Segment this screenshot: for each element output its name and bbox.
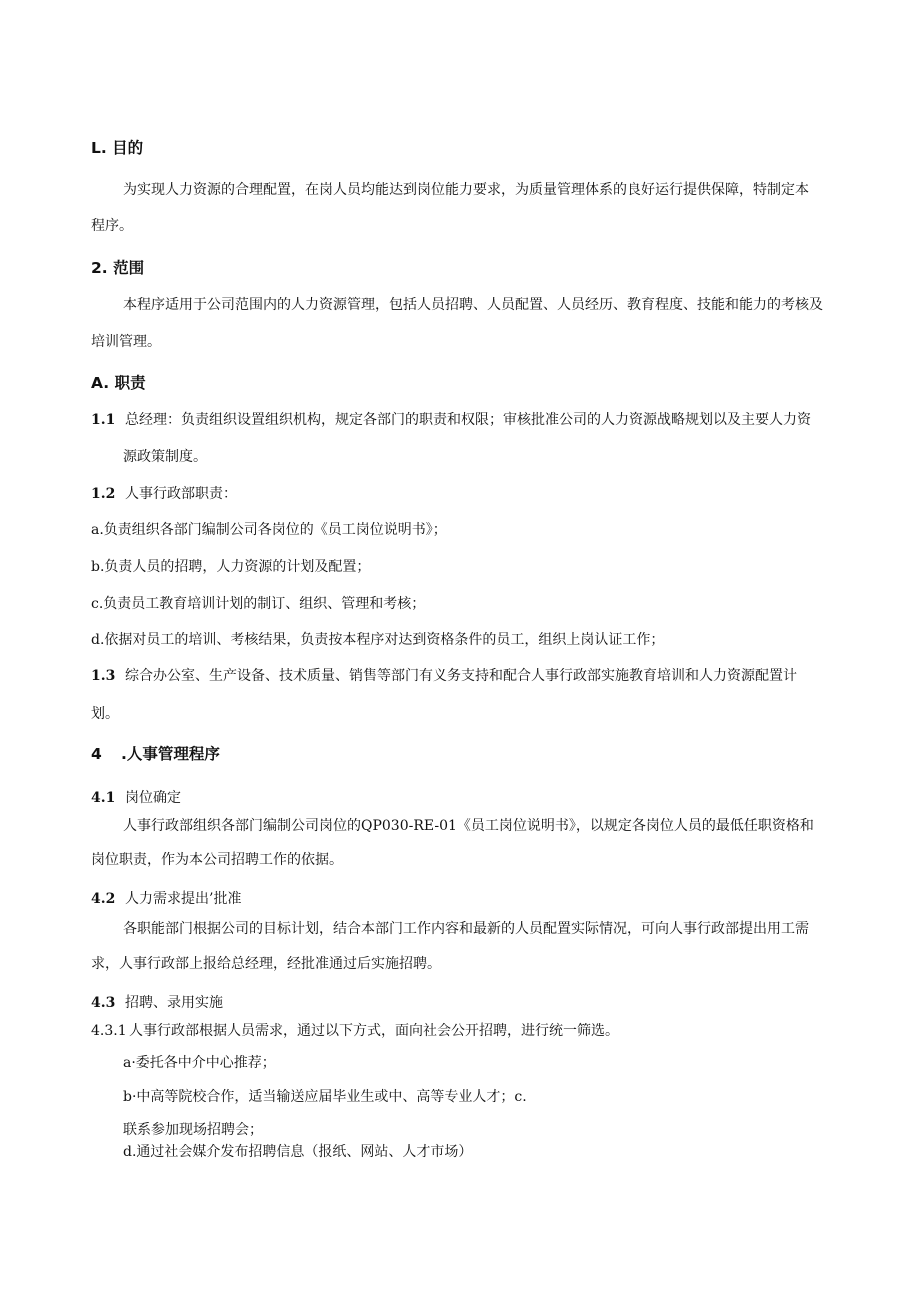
clause-text: 人事行政部根据人员需求，通过以下方式，面向社会公开招聘，进行统一筛选。 bbox=[129, 1023, 619, 1039]
clause-text: 总经理：负责组织设置组织机构，规定各部门的职责和权限；审核批准公司的人力资源战略规划以及主要人力资 bbox=[125, 412, 811, 428]
list-item-d: d.通过社会媒介发布招聘信息（报纸、网站、人才市场） bbox=[123, 1144, 473, 1160]
clause-4-3 bbox=[91, 994, 223, 1012]
heading-responsibilities bbox=[91, 374, 146, 392]
heading-hr-procedure bbox=[91, 745, 220, 763]
clause-number: 4.3 bbox=[91, 995, 116, 1011]
clause-text: 综合办公室、生产设备、技术质量、销售等部门有义务支持和配合人事行政部实施教育培训和人力资源配置计 bbox=[125, 668, 797, 684]
list-item-a: a.负责组织各部门编制公司各岗位的《员工岗位说明书》； bbox=[91, 522, 447, 538]
clause-1-3 bbox=[91, 667, 797, 685]
list-item-b: b.负责人员的招聘，人力资源的计划及配置； bbox=[91, 559, 371, 575]
clause-1-2 bbox=[91, 485, 237, 503]
clause-number: 4.1 bbox=[91, 790, 116, 806]
heading-text: 范围 bbox=[113, 259, 145, 277]
list-item-c-continued: 联系参加现场招聘会； bbox=[123, 1122, 263, 1138]
paragraph-line: 培训管理。 bbox=[91, 334, 161, 350]
list-item-a: a·委托各中介中心推荐； bbox=[123, 1055, 276, 1071]
clause-1-1 bbox=[91, 411, 811, 429]
paragraph-line: 各职能部门根据公司的目标计划，结合本部门工作内容和最新的人员配置实际情况，可向人事行政部提出用工需 bbox=[123, 921, 809, 937]
clause-text: 人事行政部职责： bbox=[125, 486, 237, 502]
clause-title: 岗位确定 bbox=[125, 790, 181, 806]
heading-number: A. bbox=[91, 374, 110, 392]
clause-number: 1.2 bbox=[91, 486, 116, 502]
clause-number: 1.1 bbox=[91, 412, 116, 428]
clause-title: 人力需求提出’批准 bbox=[125, 891, 242, 907]
heading-number: L. bbox=[91, 139, 107, 157]
clause-4-2 bbox=[91, 890, 241, 908]
paragraph-line: 划。 bbox=[91, 706, 119, 722]
heading-text: 职责 bbox=[114, 374, 146, 392]
paragraph-line: 人事行政部组织各部门编制公司岗位的QP030-RE-01《员工岗位说明书》，以规定各岗位人员的最低任职资格和 bbox=[123, 818, 814, 834]
paragraph-line: 求，人事行政部上报给总经理，经批准通过后实施招聘。 bbox=[91, 956, 441, 972]
list-item-b: b·中高等院校合作，适当输送应届毕业生或中、高等专业人才；c. bbox=[123, 1089, 527, 1105]
heading-number: 4 bbox=[91, 745, 102, 763]
clause-4-3-1 bbox=[91, 1022, 619, 1040]
heading-scope bbox=[91, 259, 144, 277]
paragraph-line: 岗位职责，作为本公司招聘工作的依据。 bbox=[91, 852, 343, 868]
list-item-d: d.依据对员工的培训、考核结果，负责按本程序对达到资格条件的员工，组织上岗认证工作； bbox=[91, 632, 665, 648]
clause-title: 招聘、录用实施 bbox=[125, 995, 223, 1011]
paragraph-line: 本程序适用于公司范围内的人力资源管理，包括人员招聘、人员配置、人员经历、教育程度、技能和能力的考核及 bbox=[123, 297, 823, 313]
clause-number: 4.2 bbox=[91, 891, 116, 907]
heading-number: 2. bbox=[91, 259, 108, 277]
paragraph-line: 为实现人力资源的合理配置，在岗人员均能达到岗位能力要求，为质量管理体系的良好运行提供保障，特制定本 bbox=[123, 182, 809, 198]
paragraph-line: 源政策制度。 bbox=[123, 449, 207, 465]
heading-text: 目的 bbox=[112, 139, 144, 157]
list-item-c: c.负责员工教育培训计划的制订、组织、管理和考核； bbox=[91, 596, 426, 612]
clause-4-1 bbox=[91, 789, 181, 807]
heading-purpose bbox=[91, 139, 143, 157]
clause-number: 1.3 bbox=[91, 668, 116, 684]
paragraph-line: 程序。 bbox=[91, 218, 133, 234]
clause-number: 4.3.1 bbox=[91, 1023, 127, 1039]
heading-text: .人事管理程序 bbox=[121, 745, 220, 763]
